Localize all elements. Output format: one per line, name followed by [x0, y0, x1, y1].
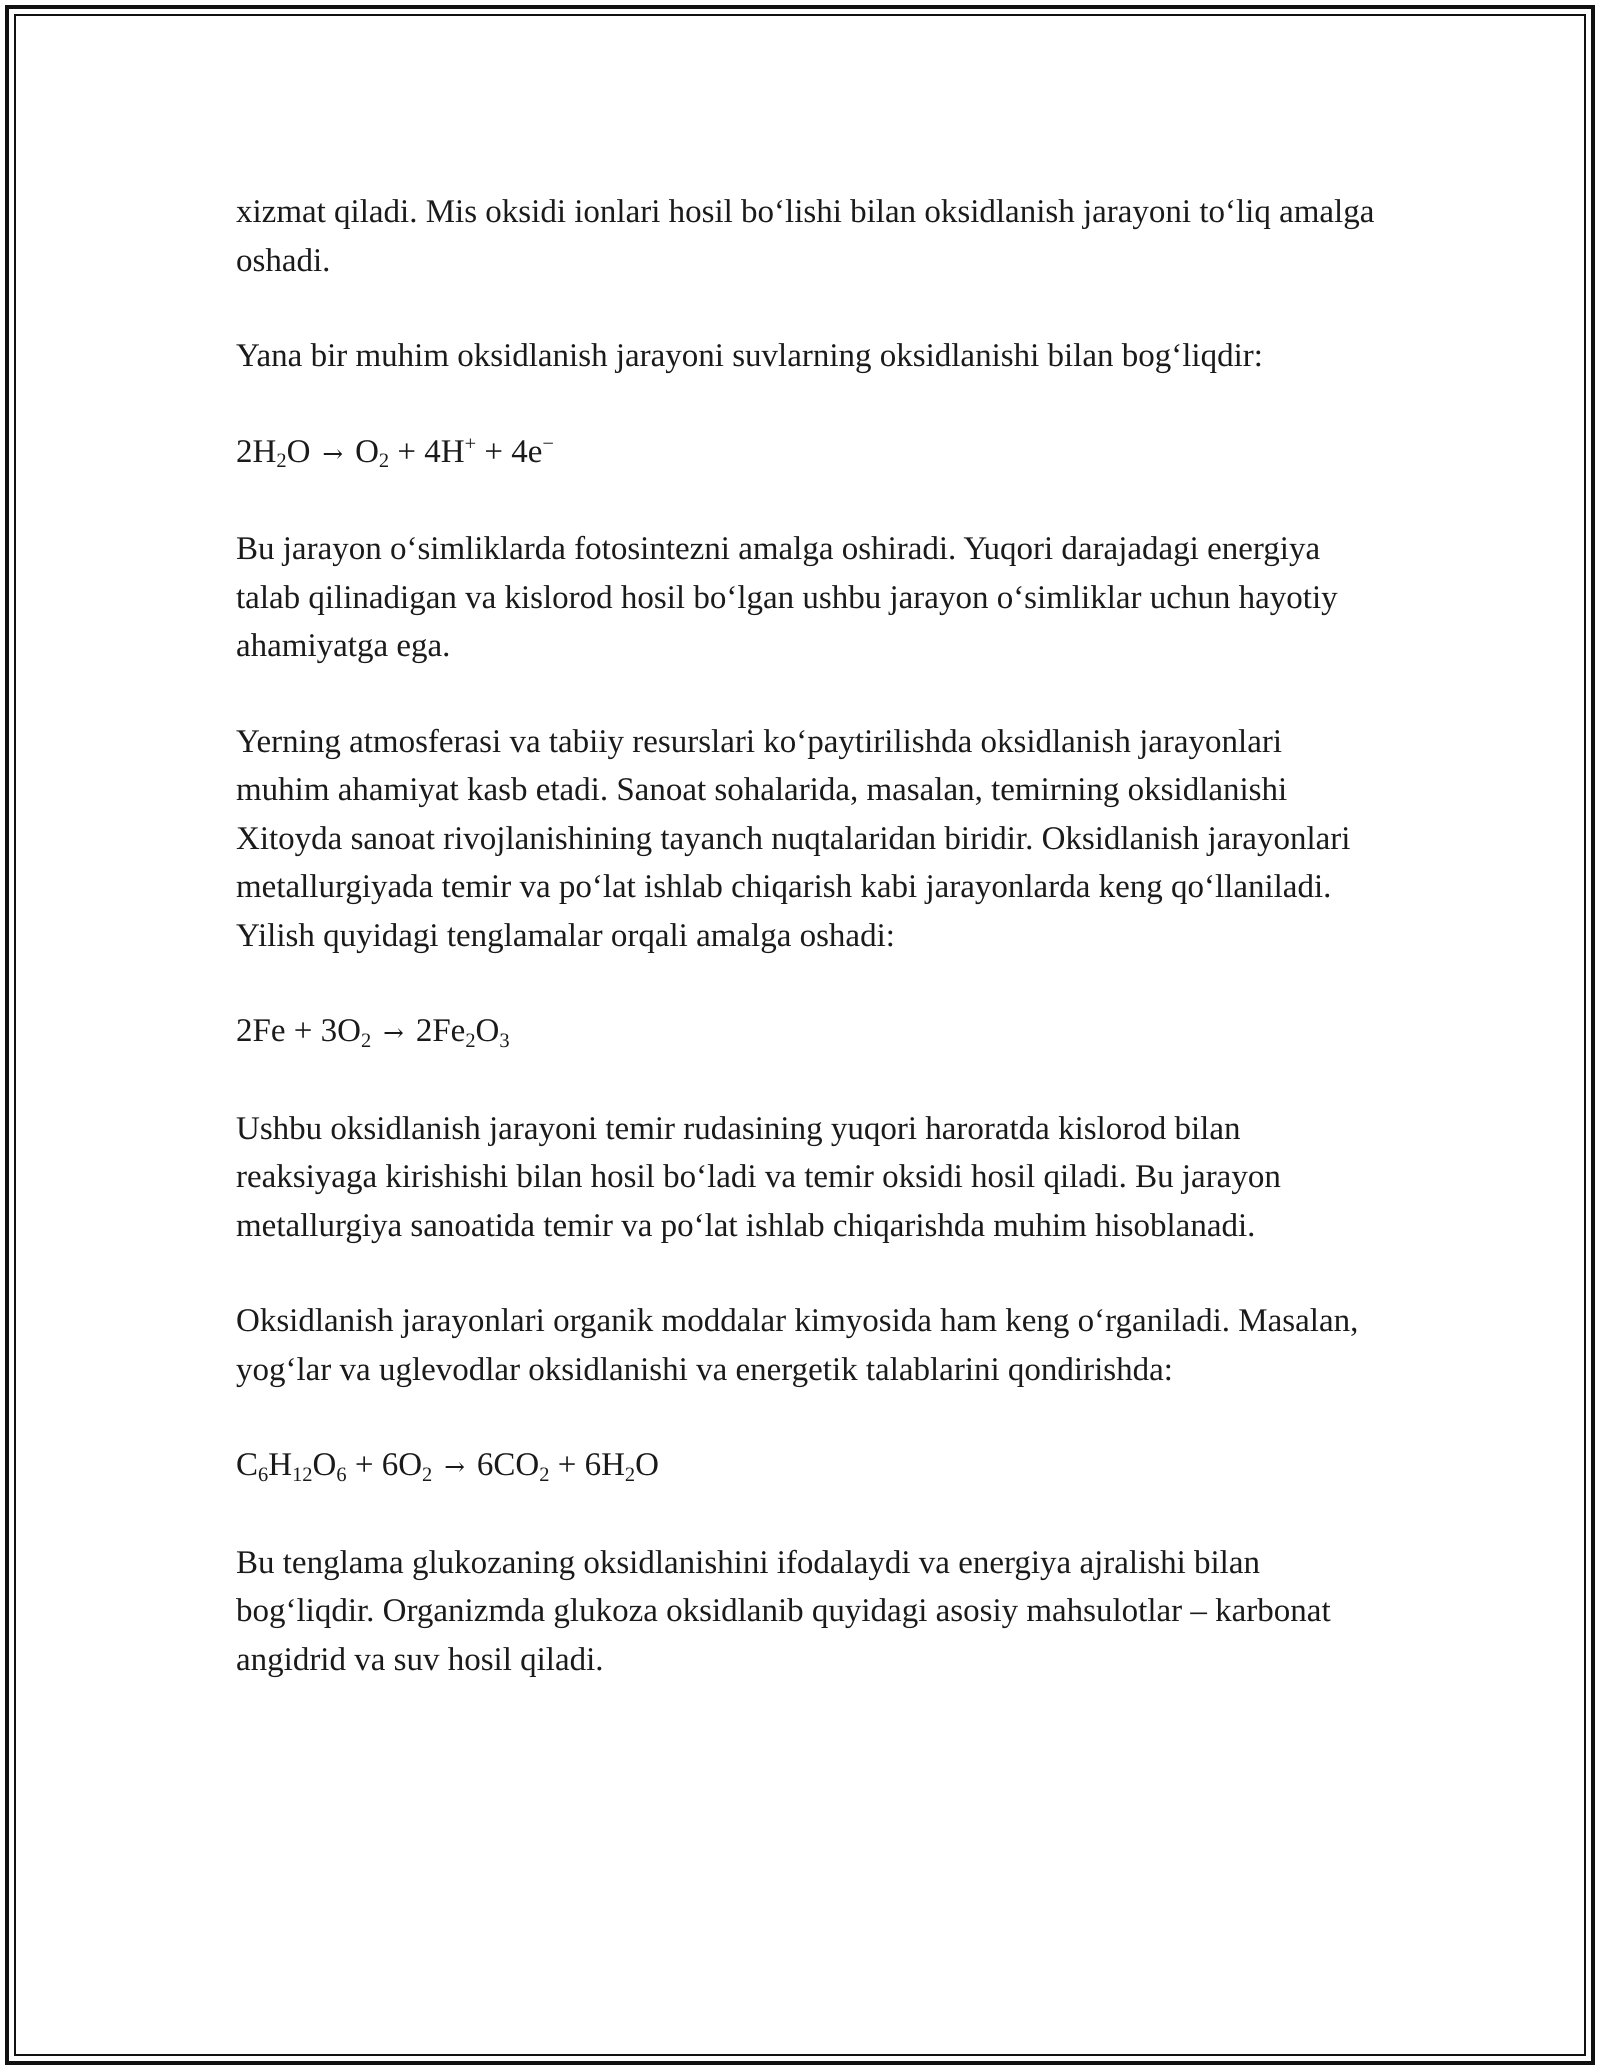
eq-text: O	[355, 433, 379, 470]
paragraph-3: Bu jarayon o‘simliklarda fotosintezni amalga oshiradi. Yuqori darajadagi energiya talab qilinadigan va kislorod hosil bo‘lgan ushbu jarayon o‘simliklar uchun hayotiy ahamiyatga ega.	[236, 531, 1338, 664]
eq-text: 2Fe	[415, 1013, 466, 1049]
eq-subscript: 2	[539, 1463, 550, 1486]
eq-text: 2H	[236, 433, 277, 470]
equation-water-oxidation	[236, 428, 1376, 479]
eq-text: + 6H	[557, 1447, 625, 1483]
eq-subscript: 6	[258, 1463, 269, 1486]
paragraph-4: Yerning atmosferasi va tabiiy resurslari ko‘paytirilishda oksidlanish jarayonlari muhim ahamiyat kasb etadi. Sanoat sohalarida, masalan, temirning oksidlanishi Xitoyda sanoat rivojlanishining tayanch nuqtalaridan biridir. Oksidlanish jarayonlari metallurgiyada temir va po‘lat ishlab chiqarish kabi jarayonlarda keng qo‘llaniladi. Yilish quyidagi tenglamalar orqali amalga oshadi:	[236, 723, 1351, 954]
eq-text: O	[286, 433, 311, 470]
eq-text: O	[312, 1447, 337, 1483]
eq-text: + 4e	[484, 433, 543, 470]
reaction-arrow: →	[383, 1018, 404, 1047]
eq-subscript: 3	[499, 1029, 510, 1052]
eq-subscript: 2	[465, 1029, 476, 1052]
eq-subscript: 2	[624, 1463, 636, 1486]
document-body	[236, 188, 1376, 1731]
eq-text: 6CO	[476, 1447, 540, 1483]
eq-subscript: 2	[360, 1029, 372, 1052]
eq-subscript: 2	[276, 450, 287, 473]
eq-superscript: +	[464, 433, 477, 456]
paragraph-2: Yana bir muhim oksidlanish jarayoni suvlarning oksidlanishi bilan bog‘liqdir:	[236, 338, 1263, 374]
paragraph-1: xizmat qiladi. Mis oksidi ionlari hosil bo‘lishi bilan oksidlanish jarayoni to‘liq amalga oshadi.	[236, 194, 1375, 279]
eq-text: O	[475, 1013, 500, 1049]
eq-subscript: 6	[336, 1463, 347, 1486]
reaction-arrow: →	[444, 1452, 465, 1481]
eq-text: + 4H	[397, 433, 465, 470]
eq-text: 2Fe + 3O	[236, 1013, 361, 1049]
eq-superscript: −	[542, 433, 554, 456]
eq-text: O	[635, 1447, 659, 1483]
reaction-arrow: →	[322, 438, 344, 468]
eq-text: H	[268, 1447, 293, 1483]
eq-text: C	[236, 1447, 259, 1483]
paragraph-5: Ushbu oksidlanish jarayoni temir rudasining yuqori haroratda kislorod bilan reaksiyaga kirishishi bilan hosil bo‘ladi va temir oksidi hosil qiladi. Bu jarayon metallurgiya sanoatida temir va po‘lat ishlab chiqarishda muhim hisoblanadi.	[236, 1110, 1281, 1244]
equation-iron-oxidation	[236, 1007, 1376, 1058]
paragraph-6: Oksidlanish jarayonlari organik moddalar kimyosida ham keng o‘rganiladi. Masalan, yog‘lar va uglevodlar oksidlanishi va energetik talablarini qondirishda:	[236, 1303, 1359, 1388]
eq-text: + 6O	[354, 1447, 423, 1483]
eq-subscript: 12	[292, 1463, 313, 1486]
eq-subscript: 2	[422, 1463, 433, 1486]
equation-glucose-oxidation	[236, 1441, 1376, 1492]
eq-subscript: 2	[378, 450, 390, 473]
paragraph-7: Bu tenglama glukozaning oksidlanishini ifodalaydi va energiya ajralishi bilan bog‘liqdir. Organizmda glukoza oksidlanib quyidagi asosiy mahsulotlar – karbonat angidrid va suv hosil qiladi.	[236, 1544, 1331, 1678]
